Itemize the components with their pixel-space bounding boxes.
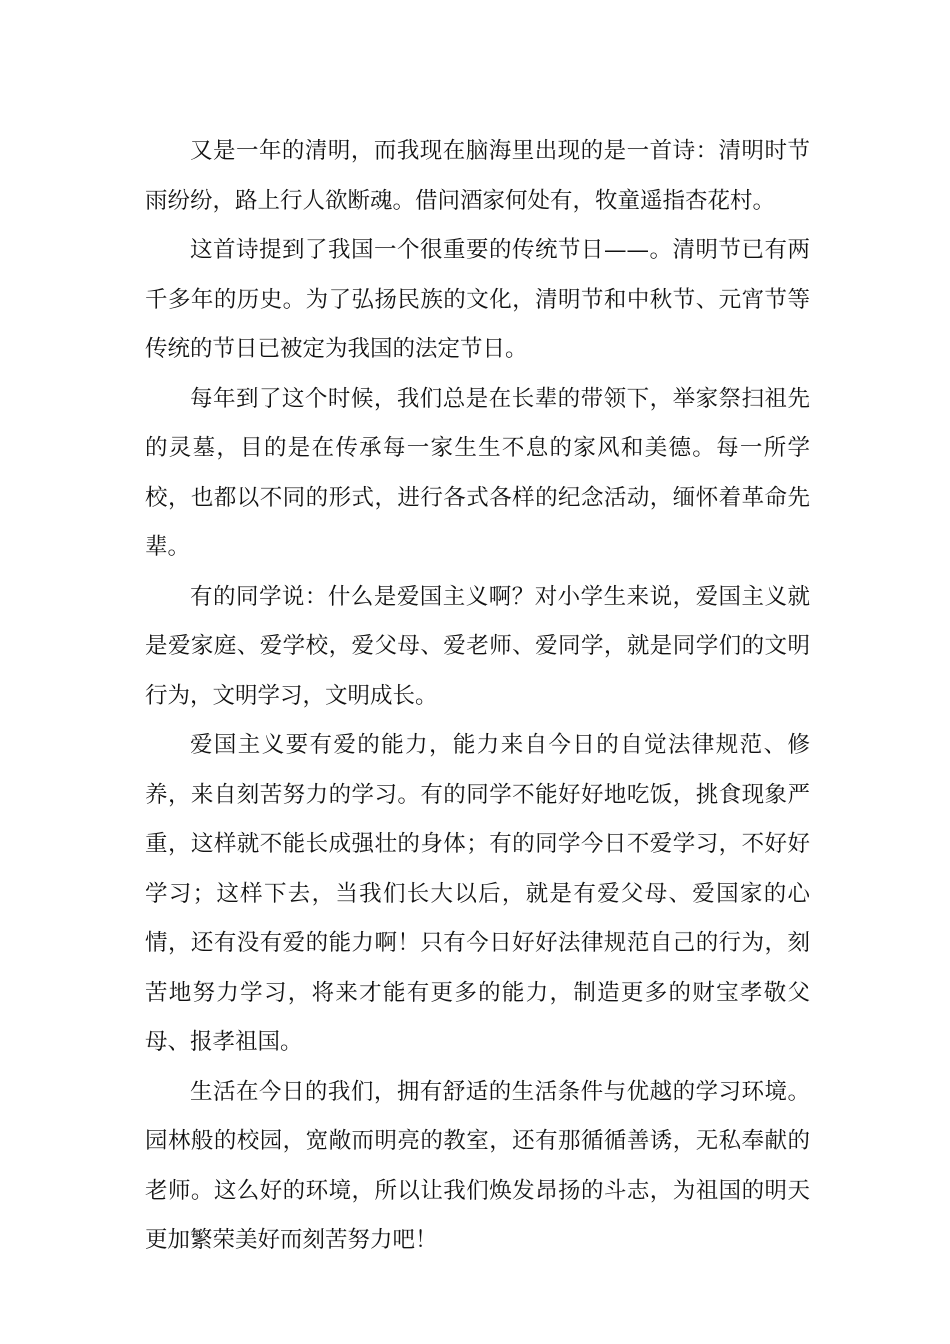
paragraph-4: 有的同学说：什么是爱国主义啊？对小学生来说，爱国主义就是爱家庭、爱学校，爱父母、爱老师、爱同学，就是同学们的文明行为，文明学习，文明成长。 [145,583,810,709]
paragraph-2: 这首诗提到了我国一个很重要的传统节日——。清明节已有两千多年的历史。为了弘扬民族的文化，清明节和中秋节、元宵节等传统的节日已被定为我国的法定节日。 [145,237,810,362]
paragraph-6: 生活在今日的我们，拥有舒适的生活条件与优越的学习环境。园林般的校园，宽敞而明亮的教室，还有那循循善诱，无私奉献的老师。这么好的环境，所以让我们焕发昂扬的斗志，为祖国的明天更加繁荣美好而刻苦努力吧！ [145,1078,810,1253]
paragraph-1: 又是一年的清明，而我现在脑海里出现的是一首诗：清明时节雨纷纷，路上行人欲断魂。借问酒家何处有，牧童遥指杏花村。 [145,138,810,214]
document-body [145,127,810,1266]
paragraph-3: 每年到了这个时候，我们总是在长辈的带领下，举家祭扫祖先的灵墓，目的是在传承每一家生生不息的家风和美德。每一所学校，也都以不同的形式，进行各式各样的纪念活动，缅怀着革命先辈。 [145,385,810,560]
paragraph-5: 爱国主义要有爱的能力，能力来自今日的自觉法律规范、修养，来自刻苦努力的学习。有的同学不能好好地吃饭，挑食现象严重，这样就不能长成强壮的身体；有的同学今日不爱学习，不好好学习；这样下去，当我们长大以后，就是有爱父母、爱国家的心情，还有没有爱的能力啊！只有今日好好法律规范自己的行为，刻苦地努力学习，将来才能有更多的能力，制造更多的财宝孝敬父母、报孝祖国。 [145,732,810,1055]
